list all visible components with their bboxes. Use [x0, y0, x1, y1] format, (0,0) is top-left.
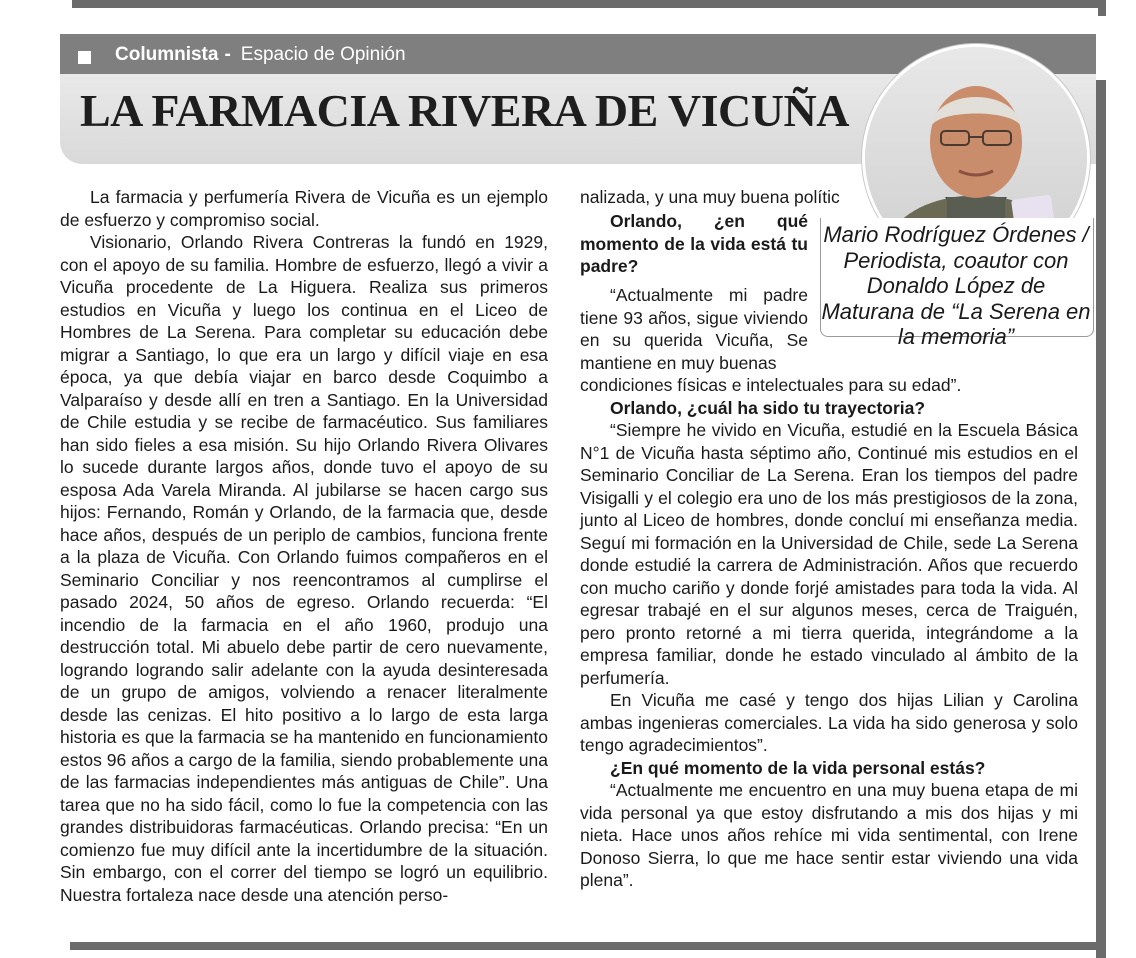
photo-caption: Mario Rodríguez Órdenes / Periodista, coautor con Donaldo López de Maturana de “La Serena en la memoria” — [821, 222, 1091, 349]
question-1: Orlando, ¿en qué momento de la vida está tu padre? — [580, 211, 808, 276]
square-bullet-icon — [78, 51, 91, 64]
paragraph: En Vicuña me casé y tengo dos hijas Lilian y Carolina ambas ingenieras comerciales. La vida ha sido generosa y solo tengo agradecimientos”. — [580, 690, 1078, 755]
article-headline: LA FARMACIA RIVERA DE VICUÑA — [80, 85, 849, 136]
section-kicker — [78, 40, 406, 70]
paragraph: “Siempre he vivido en Vicuña, estudié en la Escuela Básica N°1 de Vicuña hasta séptimo año, Continué mis estudios en el Seminario Conciliar de La Serena. Eran los tiempos del padre Visigalli y el colegio era uno de los más prestigiosos de la zona, junto al Liceo de hombres, donde concluí mi enseñanza media. Seguí mi formación en la Universidad de Chile, sede La Serena donde estudié la carrera de Administración. Años que recuerdo con mucho cariño y donde forjé amistades para toda la vida. Al egresar trabajé en el sur algunos meses, cerca de Traiguén, pero pronto retorné a mi tierra querida, integrándome a la empresa familiar, donde he estado vinculado al ámbito de la perfumería. — [580, 420, 1078, 688]
right-rule-top — [1098, 0, 1106, 16]
right-column — [580, 374, 1078, 892]
paragraph: Visionario, Orlando Rivera Contreras la fundó en 1929, con el apoyo de su familia. Hombre de esfuerzo, llegó a vivir a Vicuña procedente de La Higuera. Realiza sus primeros estudios en Vicuña y luego los continua en el Liceo de Hombres de La Serena. Para completar su educación debe migrar a Santiago, lo que era un largo y difícil viaje en esa época, ya que debía viajar en barco desde Coquimbo a Valparaíso y desde allí en tren a Santiago. En la Universidad de Chile estudia y se recibe de farmacéutico. Sus familiares han sido fieles a esa misión. Su hijo Orlando Rivera Olivares lo sucede durante largos años, donde tuvo el apoyo de su esposa Ada Varela Miranda. Al jubilarse se hacen cargo sus hijos: Fernando, Román y Orlando, de la farmacia que, desde hace años, después de un periplo de cambios, funciona frente a la plaza de Vicuña. Con Orlando fuimos compañeros en el Seminario Conciliar y nos reencontramos al cumplirse el pasado 2024, 50 años de egreso. Orlando recuerda: “El incendio de la farmacia en el año 1960, produjo una destrucción total. Mi abuelo debe partir de cero nuevamente, logrando logrando salir adelante con la ayuda desinteresada de un grupo de amigos, volviendo a renacer literalmente desde las cenizas. El hito positivo a lo largo de esta larga historia es que la farmacia se ha mantenido en funcionamiento estos 96 años a cargo de la familia, siendo probablemente una de las farmacias independientes más antiguas de Chile”. Una tarea que no ha sido fácil, como lo fue la competencia con las grandes distribuidoras farmacéuticas. Orlando precisa: “En un comienzo fue muy difícil ante la incertidumbre de la situación. Sin embargo, con el correr del tiempo se logró un equilibrio. Nuestra fortaleza nace desde una atención perso- — [60, 232, 548, 905]
question-block-1 — [580, 210, 808, 278]
right-rule — [1096, 80, 1106, 958]
continuation-line: nalizada, y una muy buena polític — [580, 187, 840, 207]
top-rule — [72, 0, 1106, 8]
subsection-name: Espacio de Opinión — [240, 44, 406, 65]
bottom-rule — [70, 942, 1106, 950]
mid-continuation — [580, 186, 868, 209]
answer-1-text: “Actualmente mi padre tiene 93 años, sigue viviendo en su querida Vicuña, Se mantiene en muy buenas — [580, 285, 808, 373]
question-3: ¿En qué momento de la vida personal estás? — [610, 757, 986, 778]
paragraph: “Actualmente me encuentro en una muy buena etapa de mi vida personal ya que estoy disfrutando a mis dos hijas y mi nieta. Hace unos años rehíce mi vida sentimental, con Irene Donoso Sierra, lo que me hace sentir estar viviendo una vida plena”. — [580, 780, 1078, 890]
answer-1-end: condiciones físicas e intelectuales para su edad”. — [580, 375, 962, 395]
section-name: Columnista — [115, 44, 219, 65]
answer-1-narrow — [580, 284, 808, 374]
question-2: Orlando, ¿cuál ha sido tu trayectoria? — [610, 397, 926, 418]
section-separator: - — [224, 44, 231, 65]
left-column — [60, 186, 548, 906]
paragraph: La farmacia y perfumería Rivera de Vicuña es un ejemplo de esfuerzo y compromiso social. — [60, 187, 548, 230]
